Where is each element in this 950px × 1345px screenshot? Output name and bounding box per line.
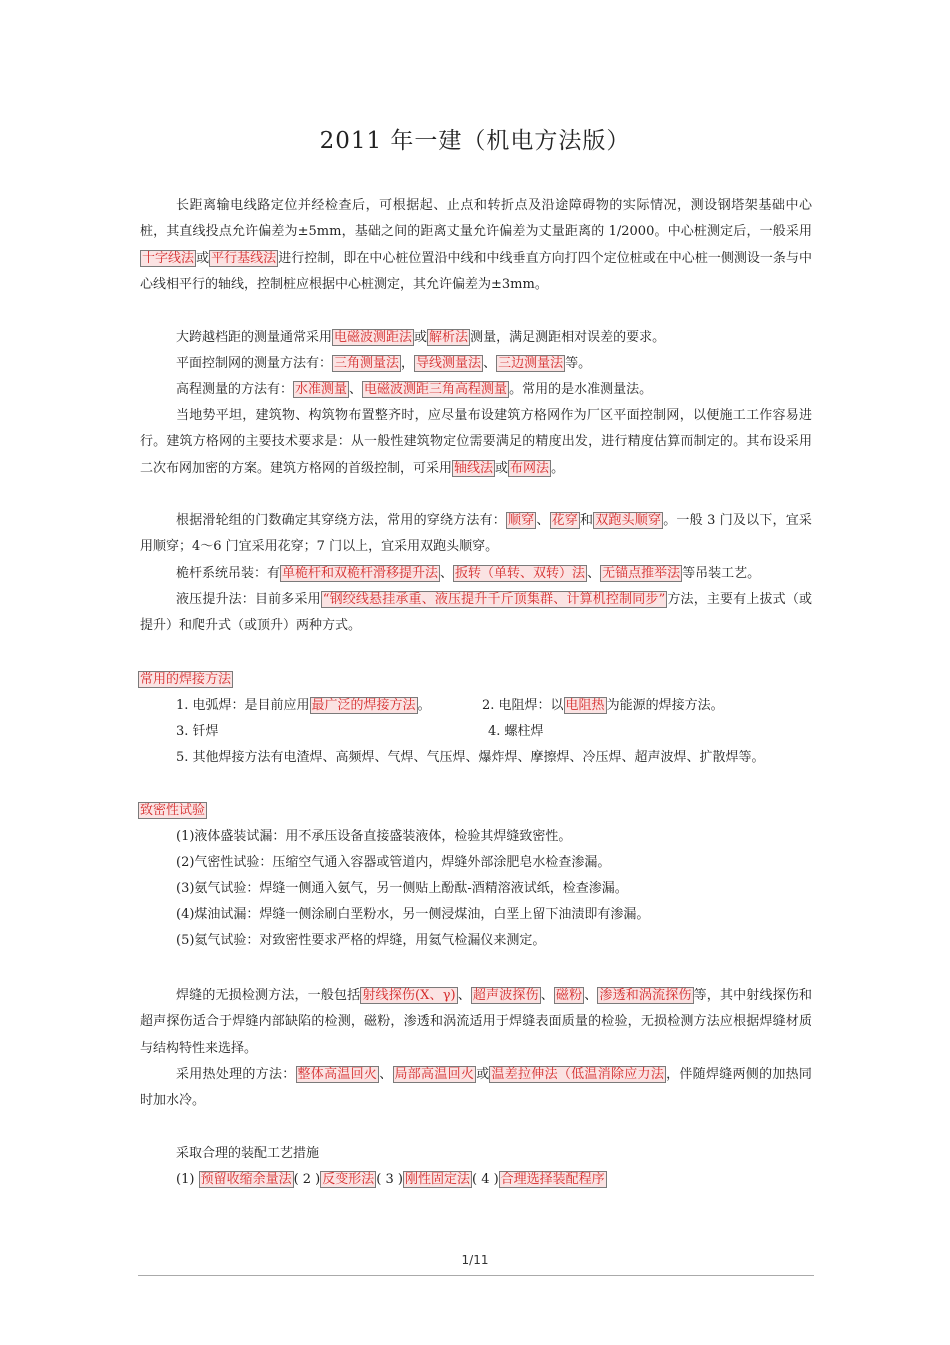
highlight-term: 电磁波测距法 xyxy=(334,330,413,345)
text: 、 xyxy=(536,513,550,528)
paragraph-pulley-threading xyxy=(140,508,812,561)
tightness-item: (2)气密性试验：压缩空气通入容器或管道内，焊缝外部涂肥皂水检查渗漏。 xyxy=(176,855,611,870)
weld-item-arc xyxy=(176,693,431,719)
highlight-term: 平行基线法 xyxy=(211,250,277,266)
text: 和 xyxy=(580,513,594,528)
text: 或 xyxy=(476,1067,490,1082)
text: (1) xyxy=(176,1172,195,1187)
highlight-term: 水准测量 xyxy=(295,382,348,397)
text: 等。 xyxy=(565,356,592,371)
highlight-term: 温差拉伸法（低温消除应力法 xyxy=(491,1067,665,1082)
text: 大跨越档距的测量通常采用 xyxy=(176,330,333,345)
highlight-term: 预留收缩余量法 xyxy=(200,1172,292,1187)
highlight-term: 导线测量法 xyxy=(416,356,482,371)
text: 、 xyxy=(540,988,554,1003)
text: 或 xyxy=(414,330,428,345)
tightness-item: (5)氦气试验：对致密性要求严格的焊缝，用氦气检漏仪来测定。 xyxy=(176,933,546,948)
highlight-term: 三角测量法 xyxy=(334,356,400,371)
highlight-term: 单桅杆和双桅杆滑移提升法 xyxy=(282,566,439,581)
highlight-term: 渗透和涡流探伤 xyxy=(599,988,692,1003)
highlight-term: 十字线法 xyxy=(142,250,195,266)
paragraph-heat-treatment xyxy=(140,1062,812,1115)
footer-divider xyxy=(138,1275,814,1276)
text: 、 xyxy=(379,1067,393,1082)
paragraph-span-measurement xyxy=(140,325,812,351)
section-heading-tightness xyxy=(138,798,207,824)
text: 、 xyxy=(483,356,497,371)
highlight-term: 布网法 xyxy=(510,460,550,476)
paragraph-mast-hoisting xyxy=(140,561,812,587)
text: 方法，主要有上拔式（或提升）和爬升式（或顶升）两种方式。 xyxy=(140,592,812,634)
weld-item-others: 5. 其他焊接方法有电渣焊、高频焊、气焊、气压焊、爆炸焊、摩擦焊、冷压焊、超声波焊、扩散焊等。 xyxy=(176,750,765,765)
section-heading-welding xyxy=(138,667,233,693)
paragraph-assembly: 采取合理的装配工艺措施 xyxy=(176,1146,320,1161)
text: 1. 电弧焊：是目前应用 xyxy=(176,698,310,713)
text: 2. 电阻焊：以 xyxy=(482,698,564,713)
text: 等，其中射线探伤和超声探伤适合于焊缝内部缺陷的检测，磁粉，渗透和涡流适用于焊缝表面质量的检验，无损检测方法应根据焊缝材质与结构特性来选择。 xyxy=(140,988,812,1056)
section-heading-label: 致密性试验 xyxy=(140,803,206,818)
text: 、 xyxy=(457,988,471,1003)
highlight-term: 双跑头顺穿 xyxy=(595,513,662,528)
paragraph-elevation xyxy=(140,377,812,403)
text: 。 xyxy=(551,460,565,476)
text: 、 xyxy=(440,566,454,581)
text: ，伴随焊缝两侧的加热同时加水冷。 xyxy=(140,1067,812,1109)
highlight-term: 三边测量法 xyxy=(498,356,564,371)
tightness-item: (4)煤油试漏：焊缝一侧涂刷白垩粉水，另一侧浸煤油，白垩上留下油渍即有渗漏。 xyxy=(176,907,650,922)
paragraph-grid-network xyxy=(140,403,812,482)
text: 采用热处理的方法： xyxy=(176,1067,296,1082)
paragraph-ndt xyxy=(140,983,812,1062)
highlight-term: 刚性固定法 xyxy=(404,1172,470,1187)
text: 。一般 3 门及以下，宜采用顺穿；4～6 门宜采用花穿；7 门以上，宜采用双跑头顺穿。 xyxy=(140,513,812,555)
text: 焊缝的无损检测方法，一般包括 xyxy=(176,988,361,1003)
text: 。 xyxy=(417,698,431,713)
text: 等吊装工艺。 xyxy=(682,566,761,581)
text: 或 xyxy=(495,460,509,476)
text: ( 3 ) xyxy=(376,1172,403,1187)
highlight-term: 花穿 xyxy=(551,513,578,528)
highlight-term: 反变形法 xyxy=(322,1172,375,1187)
tightness-item: (3)氨气试验：焊缝一侧通入氨气，另一侧贴上酚酞-酒精溶液试纸，检查渗漏。 xyxy=(176,881,628,896)
text: 根据滑轮组的门数确定其穿绕方法，常用的穿绕方法有： xyxy=(176,513,506,528)
assembly-measures xyxy=(176,1167,607,1193)
text: 桅杆系统吊装：有 xyxy=(176,566,281,581)
text: 长距离输电线路定位并经检查后，可根据起、止点和转折点及沿途障碍物的实际情况，测设钢塔架基础中心桩，其直线投点允许偏差为±5mm，基础之间的距离丈量允许偏差为丈量距离的 1/2000。中心桩测定后，一般采用 xyxy=(140,198,812,240)
text: 测量，满足测距相对误差的要求。 xyxy=(470,330,666,345)
text: 高程测量的方法有： xyxy=(176,382,294,397)
highlight-term: 电阻热 xyxy=(565,698,605,713)
text: 、 xyxy=(587,566,601,581)
highlight-term: 射线探伤(X、γ) xyxy=(362,988,456,1003)
page-number: 1/11 xyxy=(461,1253,489,1267)
text: 、 xyxy=(584,988,598,1003)
paragraph-hydraulic-lifting xyxy=(140,587,812,640)
highlight-term: 磁粉 xyxy=(555,988,583,1003)
text: 或 xyxy=(196,250,210,266)
highlight-term: 解析法 xyxy=(429,330,469,345)
text: 平面控制网的测量方法有： xyxy=(176,356,333,371)
weld-item-stud: 4. 螺柱焊 xyxy=(488,724,544,739)
text: 、 xyxy=(349,382,363,397)
highlight-term: 电磁波测距三角高程测量 xyxy=(364,382,508,397)
highlight-term: 局部高温回火 xyxy=(394,1067,475,1082)
text: 进行控制，即在中心桩位置沿中线和中线垂直方向打四个定位桩或在中心桩一侧测设一条与中心线相平行的轴线，控制桩应根据中心桩测定，其允许偏差为±3mm。 xyxy=(140,250,812,292)
text: ( 2 ) xyxy=(293,1172,321,1187)
text: ( 4 ) xyxy=(471,1172,499,1187)
highlight-term: 扳转（单转、双转）法 xyxy=(455,566,586,581)
text: 液压提升法：目前多采用 xyxy=(176,592,321,607)
highlight-term: 整体高温回火 xyxy=(297,1067,378,1082)
highlight-term: “钢绞线悬挂承重、液压提升千斤顶集群、计算机控制同步” xyxy=(322,592,666,607)
text: 。常用的是水准测量法。 xyxy=(509,382,653,397)
weld-item-brazing: 3. 钎焊 xyxy=(176,724,219,739)
text: 为能源的焊接方法。 xyxy=(606,698,724,713)
text: 当地势平坦，建筑物、构筑物布置整齐时，应尽量布设建筑方格网作为厂区平面控制网，以便施工工作容易进行。建筑方格网的主要技术要求是：从一般性建筑物定位需要满足的精度出发，进行精度估算而制定的。其布设采用二次布网加密的方案。建筑方格网的首级控制，可采用 xyxy=(140,408,812,476)
paragraph-transmission-line xyxy=(140,193,812,298)
highlight-term: 顺穿 xyxy=(507,513,535,528)
highlight-term: 超声波探伤 xyxy=(472,988,539,1003)
weld-item-resistance xyxy=(482,693,724,719)
highlight-term: 无锚点推举法 xyxy=(602,566,681,581)
highlight-term: 轴线法 xyxy=(454,460,494,476)
highlight-term: 最广泛的焊接方法 xyxy=(311,698,416,713)
highlight-term: 合理选择装配程序 xyxy=(500,1172,605,1187)
section-heading-label: 常用的焊接方法 xyxy=(140,672,232,687)
page-title: 2011 年一建（机电方法版） xyxy=(319,128,631,154)
tightness-item: (1)液体盛装试漏：用不承压设备直接盛装液体，检验其焊缝致密性。 xyxy=(176,829,572,844)
paragraph-control-network xyxy=(140,351,812,377)
text: ， xyxy=(401,356,415,371)
